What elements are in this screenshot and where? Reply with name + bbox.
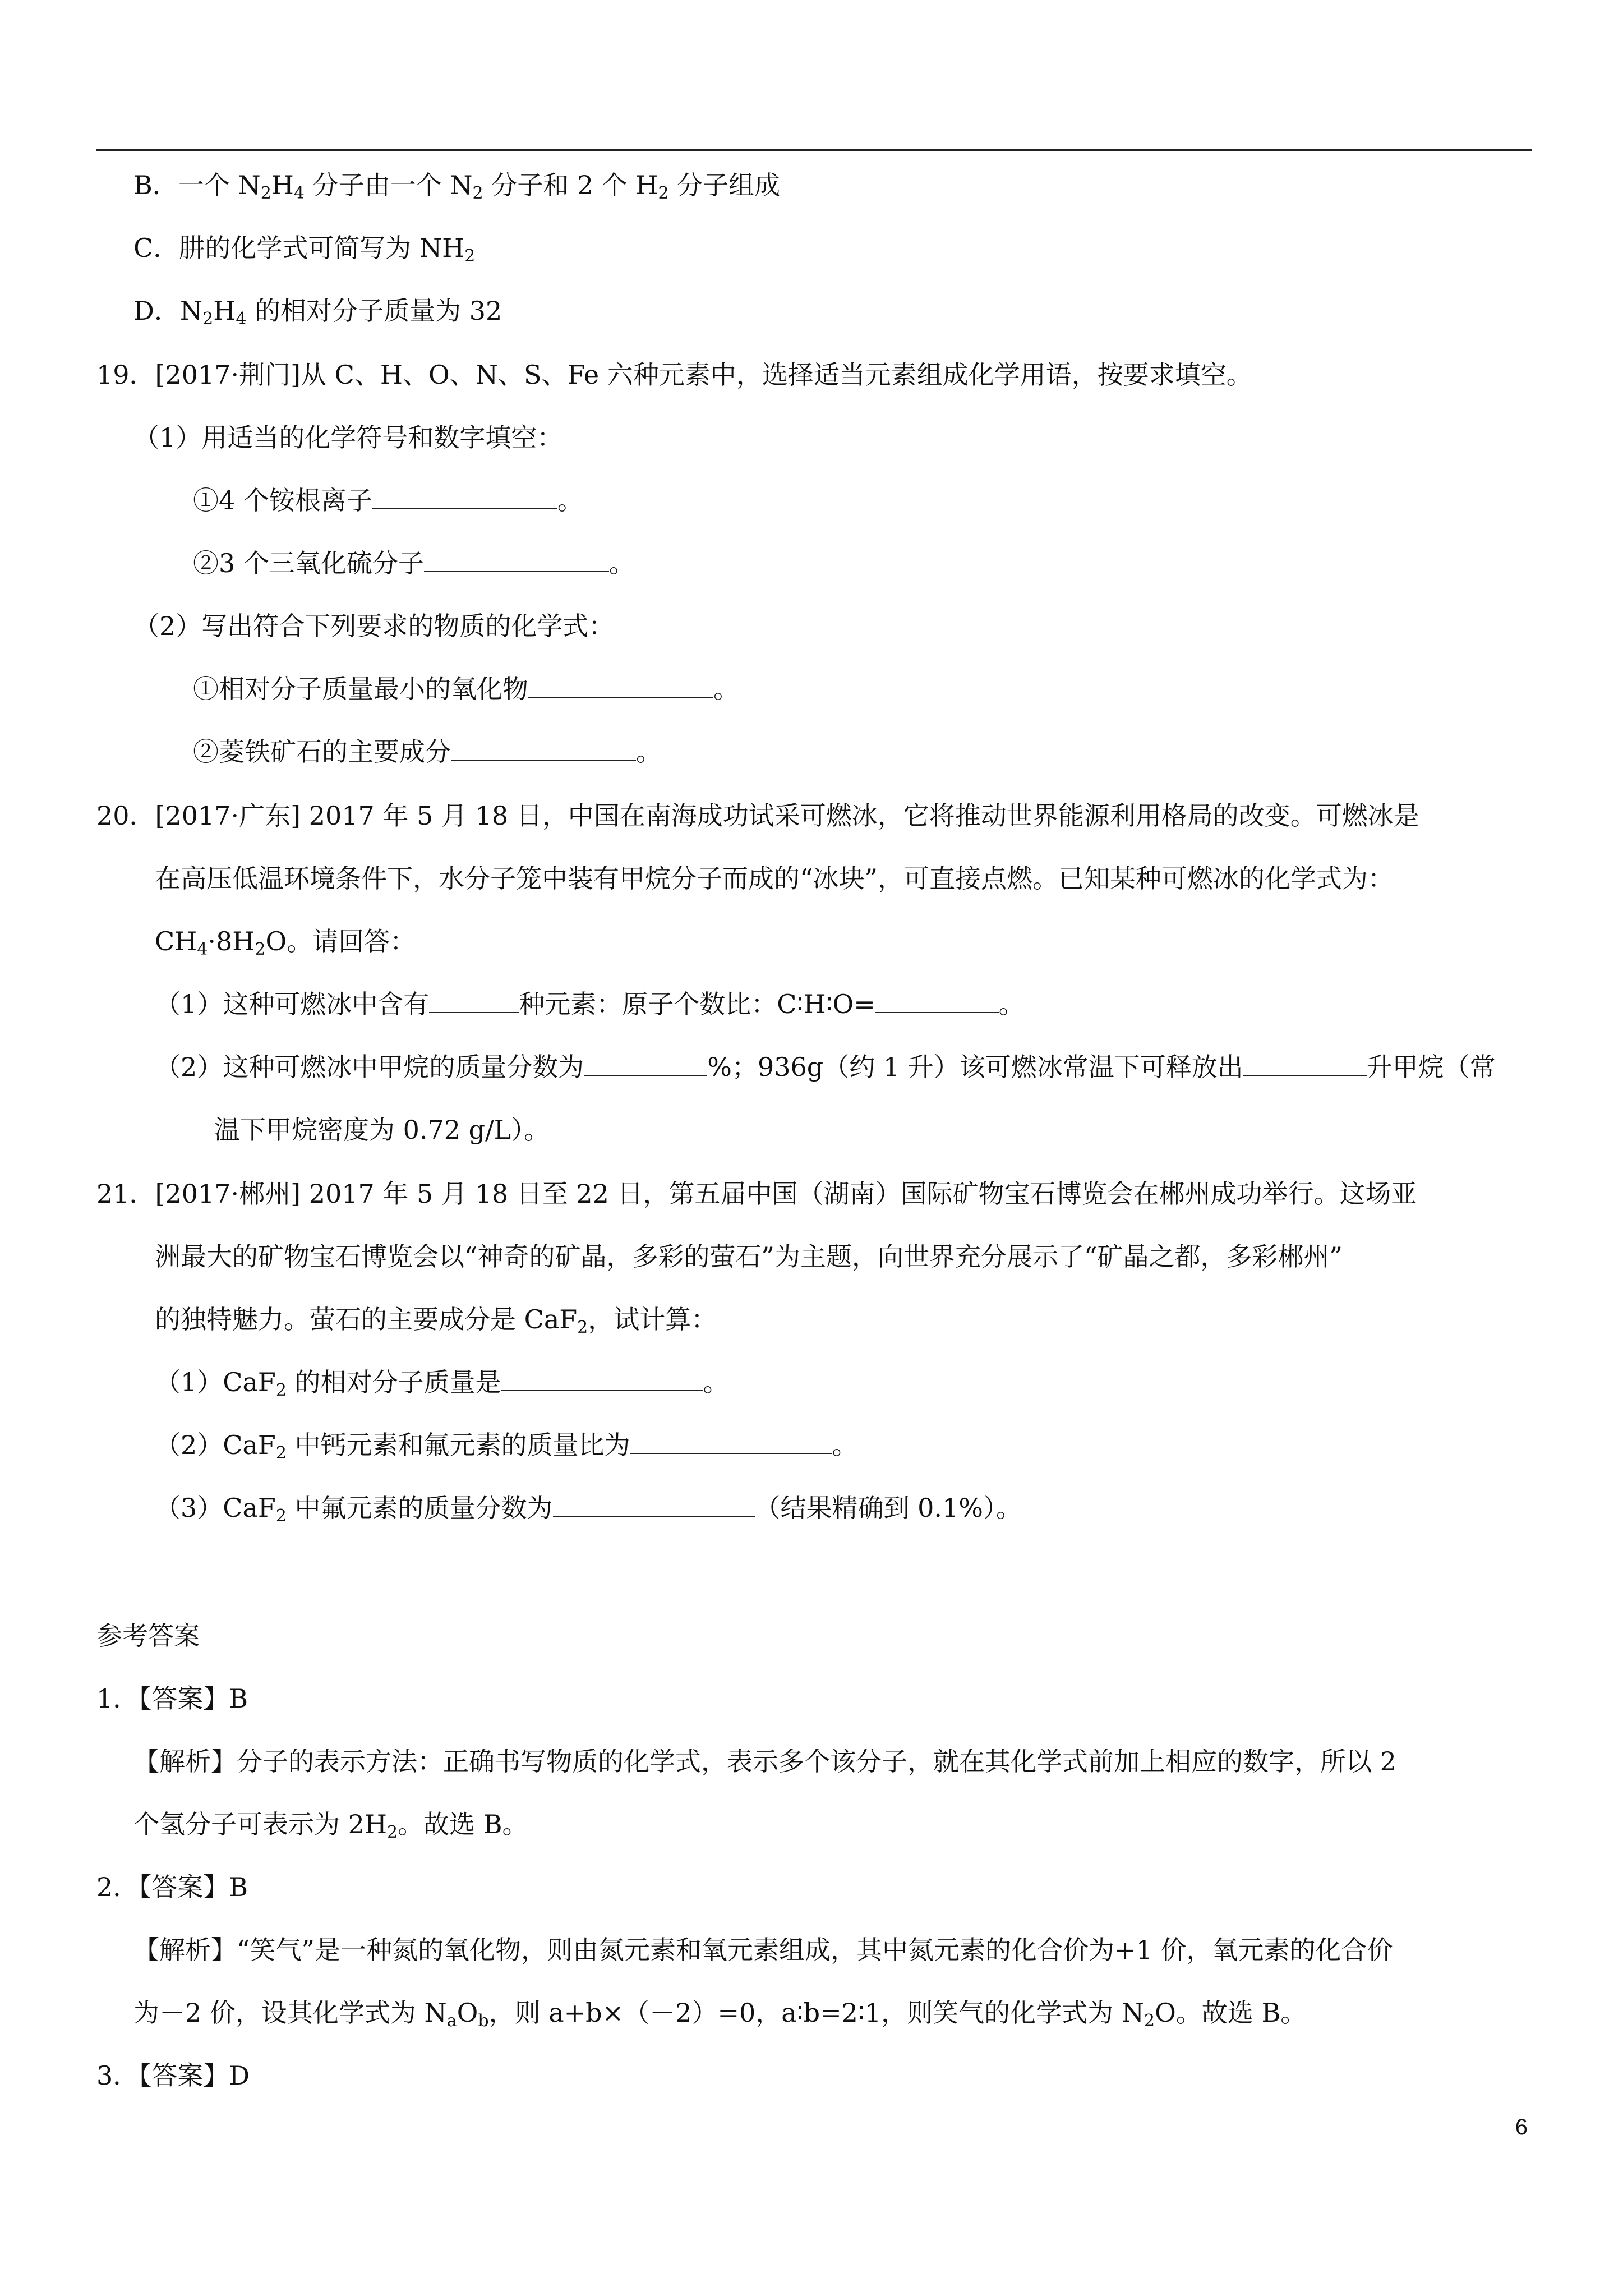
q21-part2: （2）CaF$_2$ 中钙元素和氟元素的质量比为 。	[155, 1430, 858, 1463]
q21-line3: 的独特魅力。萤石的主要成分是 CaF$_2$，试计算：	[155, 1304, 717, 1337]
q21-part1: （1）CaF$_2$ 的相对分子质量是 。	[155, 1367, 729, 1400]
q20-part2-cont: 温下甲烷密度为 0.72 g/L）。	[214, 1115, 550, 1145]
q19-stem: 19．[2017·荆门]从 C、H、O、N、S、Fe 六种元素中，选择适当元素组成化学用语，按要求填空。	[96, 360, 1252, 390]
q18-option-b: B．一个 $N_2H_4$ 分子由一个 $N_2$ 分子和 2 个 $H_2$ 分子组成	[133, 170, 781, 203]
q20-part2: （2）这种可燃冰中甲烷的质量分数为 %；936g（约 1 升）该可燃冰常温下可释放出 升甲烷（常	[155, 1052, 1496, 1082]
answer-2-explain-line1: 【解析】“笑气”是一种氮的氧化物，则由氮元素和氧元素组成，其中氮元素的化合价为+1 价，氧元素的化合价	[133, 1935, 1393, 1965]
answer-blank[interactable]	[429, 992, 519, 1013]
q19-part2b: ②菱铁矿石的主要成分 。	[193, 737, 662, 767]
answer-blank[interactable]	[1243, 1055, 1367, 1076]
answer-1-explain-line2: 个氢分子可表示为 $2H_2$。故选 B。	[133, 1809, 528, 1842]
answers-heading: 参考答案	[96, 1621, 200, 1651]
answer-blank[interactable]	[528, 677, 713, 698]
answer-blank[interactable]	[553, 1496, 755, 1517]
q19-part1a: ①4 个铵根离子 。	[193, 485, 583, 516]
answer-blank[interactable]	[372, 488, 557, 509]
q21-part3: （3）CaF$_2$ 中氟元素的质量分数为 （结果精确到 0.1%）。	[155, 1493, 1022, 1526]
q19-part1b: ②3 个三氧化硫分子 。	[193, 548, 635, 578]
page-number: 6	[1515, 2115, 1528, 2139]
q19-part2: （2）写出符合下列要求的物质的化学式：	[133, 611, 615, 641]
q21-line1: 21．[2017·郴州] 2017 年 5 月 18 日至 22 日，第五届中国（湖南）国际矿物宝石博览会在郴州成功举行。这场亚	[96, 1179, 1417, 1209]
answer-blank[interactable]	[875, 992, 999, 1013]
answer-blank[interactable]	[424, 551, 609, 572]
q21-line2: 洲最大的矿物宝石博览会以“神奇的矿晶，多彩的萤石”为主题，向世界充分展示了“矿晶之都，多彩郴州”	[155, 1241, 1343, 1272]
q20-line3: $CH_4\cdot 8H_2O$。请回答：	[155, 926, 416, 959]
q18-option-c: C．肼的化学式可简写为 $NH_2$	[133, 233, 476, 266]
header-rule	[96, 149, 1532, 151]
answer-1-explain-line1: 【解析】分子的表示方法：正确书写物质的化学式，表示多个该分子，就在其化学式前加上相应的数字，所以 2	[133, 1746, 1396, 1777]
answer-blank[interactable]	[584, 1055, 707, 1076]
answer-2-explain-line2: 为－2 价，设其化学式为 $N_aO_b$，则 a+b×（－2）=0，a∶b=2∶1，则笑气的化学式为 $N_2O$。故选 B。	[133, 1998, 1307, 2031]
answer-2: 2．【答案】B	[96, 1872, 248, 1902]
q20-line2: 在高压低温环境条件下，水分子笼中装有甲烷分子而成的“冰块”，可直接点燃。已知某种可燃冰的化学式为：	[155, 863, 1394, 894]
q19-part2a: ①相对分子质量最小的氧化物 。	[193, 674, 739, 704]
q20-line1: 20．[2017·广东] 2017 年 5 月 18 日，中国在南海成功试采可燃冰，它将推动世界能源利用格局的改变。可燃冰是	[96, 800, 1419, 831]
answer-1: 1．【答案】B	[96, 1683, 248, 1714]
q18-option-d: D．$N_2H_4$ 的相对分子质量为 32	[133, 296, 502, 329]
q20-part1: （1）这种可燃冰中含有 种元素：原子个数比：C∶H∶O= 。	[155, 989, 1025, 1019]
q19-part1: （1）用适当的化学符号和数字填空：	[133, 422, 563, 453]
answer-3: 3．【答案】D	[96, 2060, 250, 2091]
answer-blank[interactable]	[630, 1433, 832, 1454]
answer-blank[interactable]	[501, 1370, 703, 1391]
answer-blank[interactable]	[451, 739, 636, 761]
